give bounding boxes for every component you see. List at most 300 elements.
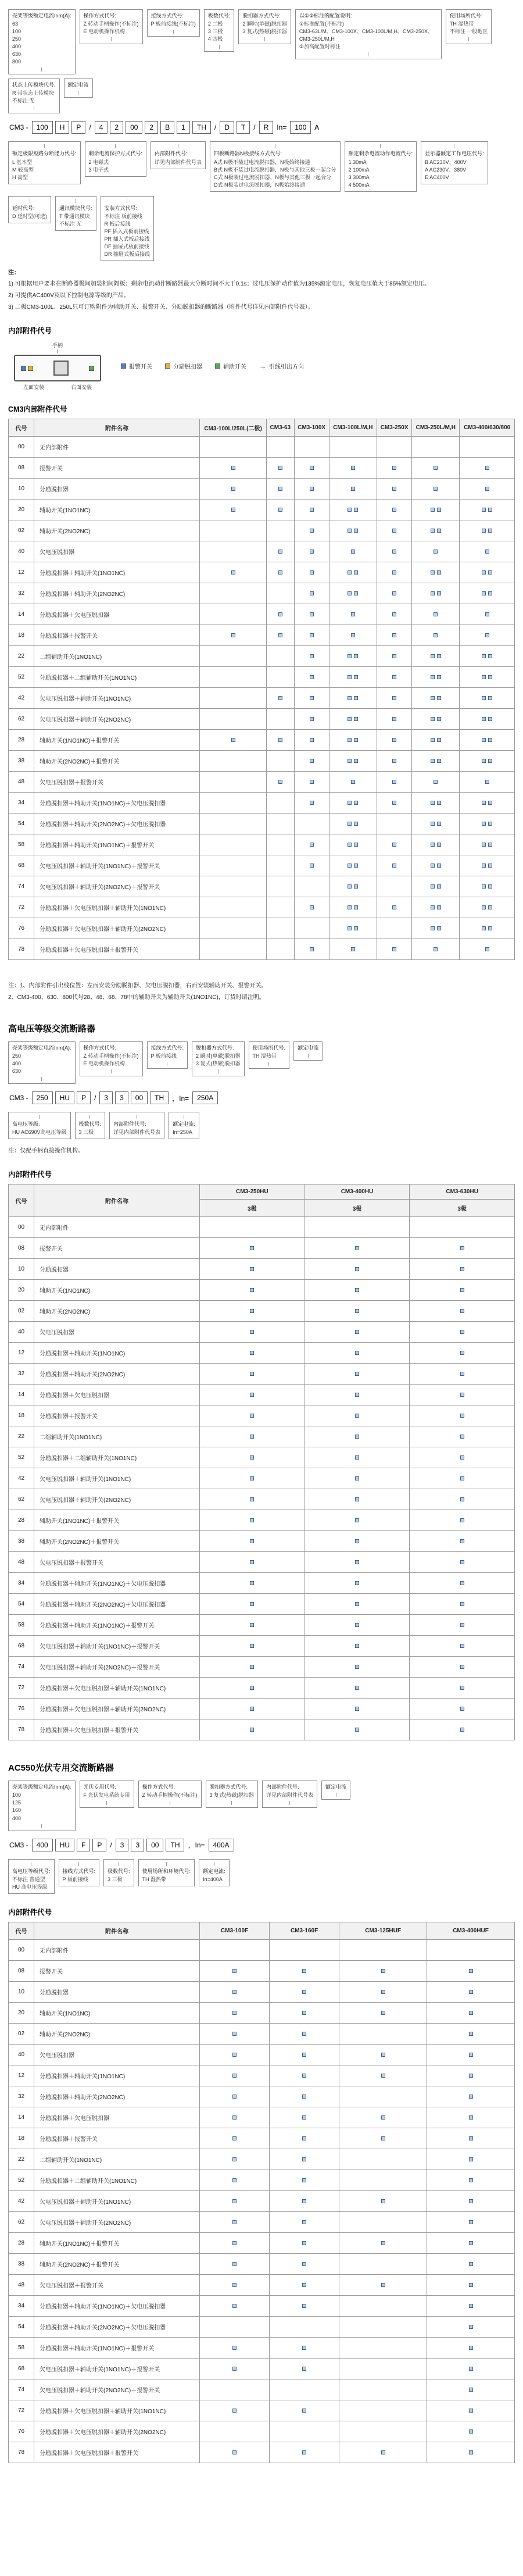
availability-cell (270, 2128, 339, 2149)
table-row (9, 918, 515, 939)
model-code-separator: ，In= (172, 1094, 189, 1103)
table-row (9, 730, 515, 751)
annotation-row-bottom (8, 141, 515, 261)
table-row (9, 1636, 515, 1657)
availability-cell (329, 876, 377, 897)
availability-mark (431, 591, 435, 595)
availability-mark (482, 654, 486, 658)
availability-mark (355, 1435, 359, 1439)
availability-mark (232, 2011, 237, 2015)
availability-cell (410, 1468, 515, 1489)
model-code-segment: 00 (126, 121, 142, 134)
annotation-box (206, 1781, 259, 1808)
availability-cell (377, 709, 411, 730)
availability-cell (200, 1447, 305, 1468)
annotation-box (85, 141, 147, 176)
availability-cell (460, 772, 515, 793)
availability-cell (267, 583, 294, 604)
availability-mark (302, 2241, 306, 2245)
availability-cell (305, 1217, 410, 1238)
availability-mark (250, 1728, 254, 1732)
availability-cell (460, 562, 515, 583)
availability-cell (200, 625, 267, 646)
availability-cell (200, 876, 267, 897)
availability-mark (355, 1518, 359, 1522)
availability-mark (250, 1497, 254, 1501)
availability-mark (355, 1455, 359, 1460)
availability-cell (412, 583, 460, 604)
availability-cell (412, 625, 460, 646)
availability-mark (355, 1665, 359, 1669)
annotation-box-title: 额定电流 (298, 1045, 319, 1051)
availability-cell (427, 2274, 515, 2295)
availability-cell (294, 583, 329, 604)
availability-cell (267, 918, 294, 939)
accessory-code: 78 (9, 939, 34, 960)
availability-mark (482, 864, 486, 868)
annotation-box-line: 125 (12, 1800, 22, 1806)
cm3-accessory-table-heading: CM3内部附件代号 (8, 405, 67, 414)
annotation-box (75, 1112, 106, 1139)
annotation-box (446, 9, 492, 44)
availability-mark (437, 822, 441, 826)
availability-mark (392, 759, 396, 763)
accessory-name: 分励脱扣器＋辅助开关(1NO1NC)＋报警开关 (34, 1615, 200, 1636)
model-code-segment: HU (55, 1091, 74, 1104)
availability-cell (267, 562, 294, 583)
accessory-name: 分励脱扣器 (34, 1981, 200, 2002)
pv-model-code-line (8, 1839, 515, 1851)
accessory-name: 分励脱扣器＋辅助开关(2NO2NC) (34, 583, 200, 604)
annotation-box-line: C式 N极装过电流脱扣器，N极与其他三极一起合分 (214, 174, 332, 180)
availability-cell (270, 2023, 339, 2044)
accessory-name: 欠电压脱扣器 (34, 1322, 200, 1343)
accessory-name: 辅助开关(2NO2NC) (34, 1301, 200, 1322)
availability-cell (270, 2065, 339, 2086)
availability-cell (200, 2065, 270, 2086)
accessory-name: 辅助开关(1NO1NC) (34, 1280, 200, 1301)
annotation-box-title: 壳架等级额定电流Inm(A): (12, 1784, 71, 1790)
availability-mark (355, 1267, 359, 1271)
availability-cell (427, 2400, 515, 2421)
availability-cell (270, 2295, 339, 2316)
accessory-code: 42 (9, 1468, 34, 1489)
accessory-name: 分励脱扣器＋欠电压脱扣器＋辅助开关(1NO1NC) (34, 897, 200, 918)
availability-cell (270, 2170, 339, 2190)
availability-mark (348, 696, 352, 700)
availability-mark (488, 926, 492, 930)
availability-cell (270, 2149, 339, 2170)
model-code-segment: D (220, 121, 234, 134)
annotation-box-line: 3 三极 (108, 1876, 123, 1882)
availability-mark (469, 2409, 473, 2413)
availability-mark (250, 1372, 254, 1376)
availability-cell (427, 2170, 515, 2190)
availability-mark (310, 466, 314, 470)
lead-direction (259, 362, 304, 370)
table-row (9, 1259, 515, 1280)
annotation-box-line: B AC230V、400V (425, 159, 467, 165)
availability-mark (302, 1990, 306, 1994)
availability-cell (200, 1238, 305, 1259)
accessory-name: 辅助开关(1NO1NC) (34, 499, 200, 520)
availability-cell (427, 2253, 515, 2274)
table-row (9, 458, 515, 479)
table-row (9, 541, 515, 562)
annotation-box-title: 接线方式代号: (151, 1045, 184, 1051)
annotation-box-line: ②加高配置时标注 (299, 44, 341, 50)
availability-cell (200, 1489, 305, 1510)
availability-cell (339, 2400, 427, 2421)
availability-cell (200, 583, 267, 604)
annotation-box-line: 详见内部附件代号表 (155, 159, 202, 165)
annotation-box-title: 内部附件代号: (155, 151, 188, 157)
availability-mark (434, 633, 438, 637)
model-code-separator: / (214, 123, 217, 132)
availability-mark (232, 2367, 237, 2371)
availability-cell (377, 688, 411, 709)
availability-cell (294, 562, 329, 583)
model-designation-section (8, 9, 515, 261)
availability-mark (482, 570, 486, 575)
notes-block (8, 268, 515, 312)
accessory-code: 42 (9, 2190, 34, 2211)
annotation-box-line: ①标准配置(不标注) (299, 21, 344, 27)
availability-cell (270, 2400, 339, 2421)
availability-mark (469, 2325, 473, 2329)
availability-cell (200, 2044, 270, 2065)
availability-cell (294, 437, 329, 458)
availability-cell (427, 2044, 515, 2065)
availability-cell (377, 625, 411, 646)
availability-cell (294, 793, 329, 814)
availability-cell (200, 2170, 270, 2190)
accessory-code: 22 (9, 646, 34, 667)
availability-mark (469, 2262, 473, 2266)
availability-mark (488, 529, 492, 533)
annotation-box-line: 3 300mA (348, 174, 370, 180)
availability-cell (377, 437, 411, 458)
accessory-code: 20 (9, 1280, 34, 1301)
availability-cell (412, 814, 460, 834)
availability-cell (339, 2107, 427, 2128)
availability-mark (354, 905, 358, 909)
availability-mark (431, 529, 435, 533)
availability-mark (485, 633, 489, 637)
availability-cell (329, 688, 377, 709)
availability-mark (488, 843, 492, 847)
hv-annotation-row-top (8, 1041, 515, 1084)
accessory-name: 欠电压脱扣器＋辅助开关(2NO2NC)＋报警开关 (34, 876, 200, 897)
accessory-name: 分励脱扣器＋欠电压脱扣器＋辅助开关(2NO2NC) (34, 2421, 200, 2442)
availability-mark (437, 905, 441, 909)
availability-cell (270, 2274, 339, 2295)
availability-mark (354, 864, 358, 868)
model-code-segment: F (77, 1839, 90, 1851)
availability-mark (348, 717, 352, 721)
availability-mark (460, 1497, 464, 1501)
availability-mark (469, 2011, 473, 2015)
model-code-segment: P (77, 1091, 91, 1104)
availability-cell (412, 604, 460, 625)
annotation-box-line: 400 (12, 1815, 22, 1821)
availability-mark (302, 2115, 306, 2120)
availability-cell (460, 751, 515, 772)
table-row (9, 1573, 515, 1594)
annotation-box-line: T 带通讯模块 (59, 213, 90, 219)
accessory-code: 48 (9, 772, 34, 793)
availability-mark (437, 738, 441, 742)
annotation-box-title: 操作方式代号: (83, 1045, 117, 1051)
availability-mark (434, 947, 438, 951)
annotation-box-title: 使用场所代号: (252, 1045, 286, 1051)
accessory-code: 12 (9, 1343, 34, 1364)
accessory-name: 分励脱扣器＋辅助开关(2NO2NC)＋欠电压脱扣器 (34, 814, 200, 834)
availability-mark (437, 926, 441, 930)
availability-mark (250, 1560, 254, 1564)
availability-mark (434, 487, 438, 491)
annotation-box-line: Z 转动手柄操作(不标注) (83, 1053, 139, 1059)
availability-mark (351, 947, 355, 951)
availability-cell (460, 939, 515, 960)
availability-cell (377, 772, 411, 793)
availability-mark (250, 1330, 254, 1334)
availability-mark (392, 508, 396, 512)
annotation-box-line: In=250A (173, 1129, 192, 1136)
availability-mark (485, 612, 489, 616)
accessory-name: 报警开关 (34, 458, 200, 479)
availability-cell (339, 2295, 427, 2316)
availability-cell (427, 2295, 515, 2316)
availability-mark (302, 2178, 306, 2182)
availability-cell (329, 709, 377, 730)
model-code-segment: P (71, 121, 85, 134)
availability-mark (302, 2304, 306, 2308)
accessory-name: 分励脱扣器＋辅助开关(2NO2NC)＋欠电压脱扣器 (34, 2316, 200, 2337)
availability-mark (355, 1497, 359, 1501)
availability-mark (431, 822, 435, 826)
availability-cell (460, 479, 515, 499)
availability-cell (200, 814, 267, 834)
availability-cell (200, 2232, 270, 2253)
availability-mark (460, 1351, 464, 1355)
cm3-accessory-table (8, 419, 515, 960)
availability-mark (392, 466, 396, 470)
availability-cell (200, 1939, 270, 1960)
accessory-code: 00 (9, 437, 34, 458)
annotation-box-line: 3 复式(热磁)脱扣器 (196, 1061, 241, 1067)
availability-cell (270, 2337, 339, 2358)
availability-cell (294, 604, 329, 625)
annotation-box-line: In=400A (203, 1876, 223, 1882)
availability-mark (302, 2053, 306, 2057)
availability-cell (305, 1699, 410, 1719)
table-row (9, 1217, 515, 1238)
accessory-code: 72 (9, 1678, 34, 1699)
annotation-box (8, 1112, 71, 1139)
accessory-name: 辅助开关(1NO1NC)＋报警开关 (34, 2232, 200, 2253)
table-row (9, 2295, 515, 2316)
legend-label: 分励脱扣器 (173, 364, 202, 371)
availability-cell (377, 604, 411, 625)
availability-mark (231, 466, 235, 470)
table-row (9, 1552, 515, 1573)
availability-cell (200, 1426, 305, 1447)
accessory-code: 32 (9, 583, 34, 604)
availability-cell (377, 855, 411, 876)
availability-mark (381, 2241, 385, 2245)
accessory-code: 54 (9, 814, 34, 834)
availability-mark (231, 633, 235, 637)
model-code-segment: P (92, 1839, 106, 1851)
availability-cell (200, 1615, 305, 1636)
column-header-model: CM3-100X (294, 419, 329, 437)
annotation-box (147, 9, 200, 37)
availability-cell (410, 1364, 515, 1385)
availability-cell (410, 1719, 515, 1740)
annotation-box-line: 2 电磁式 (88, 159, 109, 165)
model-code-separator: A (314, 123, 320, 132)
annotation-box-title: 光伏专用代号: (83, 1784, 117, 1790)
availability-mark (488, 822, 492, 826)
annotation-box-title: 状态上传模块代号: (12, 82, 56, 88)
availability-mark (381, 1990, 385, 1994)
availability-cell (377, 876, 411, 897)
availability-cell (200, 1699, 305, 1719)
model-code-segment: 2 (145, 121, 158, 134)
availability-cell (200, 2400, 270, 2421)
availability-mark (355, 1414, 359, 1418)
availability-cell (460, 583, 515, 604)
accessory-code: 12 (9, 2065, 34, 2086)
availability-cell (200, 2190, 270, 2211)
availability-cell (412, 834, 460, 855)
pv-accessory-table-heading: 内部附件代号 (8, 1908, 52, 1917)
model-code-separator: CM3 - (9, 123, 28, 132)
availability-cell (200, 1405, 305, 1426)
availability-mark (310, 529, 314, 533)
availability-mark (392, 654, 396, 658)
availability-cell (294, 499, 329, 520)
table-row (9, 2211, 515, 2232)
availability-mark (310, 738, 314, 742)
annotation-box-line: P 板前接线 (62, 1876, 88, 1882)
availability-cell (412, 667, 460, 688)
availability-cell (410, 1301, 515, 1322)
availability-mark (232, 2095, 237, 2099)
accessory-code: 02 (9, 2023, 34, 2044)
annotation-box-title: 操作方式代号: (83, 13, 117, 19)
annotation-box-title: 高电压等级代号: (12, 1868, 51, 1874)
accessory-code: 22 (9, 2149, 34, 2170)
availability-mark (310, 696, 314, 700)
breaker-handle (53, 361, 69, 376)
availability-mark (302, 2367, 306, 2371)
annotation-box-line: R 板后接线 (104, 220, 131, 227)
pv-annotation-row-bottom (8, 1859, 515, 1894)
availability-cell (329, 772, 377, 793)
availability-mark (355, 1539, 359, 1543)
column-header-model: CM3-630HU (410, 1184, 515, 1200)
annotation-box-line: DR 抽屉式板后接线 (104, 251, 151, 257)
availability-mark (354, 822, 358, 826)
availability-mark (431, 738, 435, 742)
accessory-name: 欠电压脱扣器＋辅助开关(2NO2NC)＋报警开关 (34, 1657, 200, 1678)
availability-mark (437, 843, 441, 847)
availability-mark (469, 2095, 473, 2099)
availability-mark (310, 780, 314, 784)
accessory-code: 52 (9, 2170, 34, 2190)
availability-mark (348, 591, 352, 595)
note-line: 2) 可提供AC400V及以下控制电源等级的产品。 (8, 292, 130, 299)
availability-mark (302, 2409, 306, 2413)
accessory-code: 14 (9, 1385, 34, 1405)
availability-cell (200, 1510, 305, 1531)
availability-cell (270, 2253, 339, 2274)
annotation-box-line: 400 (12, 1061, 22, 1067)
annotation-box-title: 内部附件代号: (266, 1784, 299, 1790)
availability-cell (410, 1510, 515, 1531)
accessory-name: 分励脱扣器＋辅助开关(2NO2NC) (34, 1364, 200, 1385)
accessory-mounting-diagram (8, 341, 515, 391)
model-code-segment: T (237, 121, 250, 134)
accessory-name: 分励脱扣器＋辅助开关(1NO1NC)＋欠电压脱扣器 (34, 793, 200, 814)
accessory-name: 分励脱扣器＋欠电压脱扣器 (34, 604, 200, 625)
annotation-box-title: 安装方式代号: (104, 205, 138, 211)
availability-mark (232, 2074, 237, 2078)
accessory-name: 无内部附件 (34, 437, 200, 458)
accessory-name: 报警开关 (34, 1238, 200, 1259)
availability-mark (431, 801, 435, 805)
accessory-code: 76 (9, 918, 34, 939)
annotation-box-line: E AC400V (425, 174, 449, 180)
availability-cell (200, 1678, 305, 1699)
availability-cell (329, 458, 377, 479)
availability-cell (427, 2421, 515, 2442)
availability-cell (329, 918, 377, 939)
column-header-code: 代号 (9, 1922, 34, 1939)
availability-mark (482, 508, 486, 512)
availability-mark (231, 570, 235, 575)
availability-mark (348, 675, 352, 679)
availability-cell (427, 2023, 515, 2044)
availability-mark (460, 1707, 464, 1711)
availability-mark (431, 926, 435, 930)
availability-cell (427, 2358, 515, 2379)
availability-mark (431, 696, 435, 700)
accessory-position-mark (21, 366, 26, 371)
availability-cell (410, 1594, 515, 1615)
availability-mark (488, 570, 492, 575)
legend-color-swatch (215, 363, 220, 369)
availability-mark (231, 508, 235, 512)
availability-mark (437, 591, 441, 595)
table-row (9, 1719, 515, 1740)
availability-mark (485, 780, 489, 784)
model-code-segment: TH (192, 121, 211, 134)
availability-cell (412, 793, 460, 814)
availability-cell (200, 730, 267, 751)
availability-cell (200, 2107, 270, 2128)
accessory-name: 二组辅助开关(1NO1NC) (34, 2149, 200, 2170)
availability-cell (200, 1343, 305, 1364)
availability-cell (427, 2337, 515, 2358)
note-line: 注：1、内部附件引出线位置：左面安装分励脱扣器、欠电压脱扣器，右面安装辅助开关、报警开关。 (8, 983, 267, 990)
accessory-name: 分励脱扣器＋二组辅助开关(1NO1NC) (34, 667, 200, 688)
availability-mark (469, 2283, 473, 2287)
annotation-box-title: 额定电流: (173, 1121, 195, 1128)
annotation-box (147, 1041, 188, 1069)
